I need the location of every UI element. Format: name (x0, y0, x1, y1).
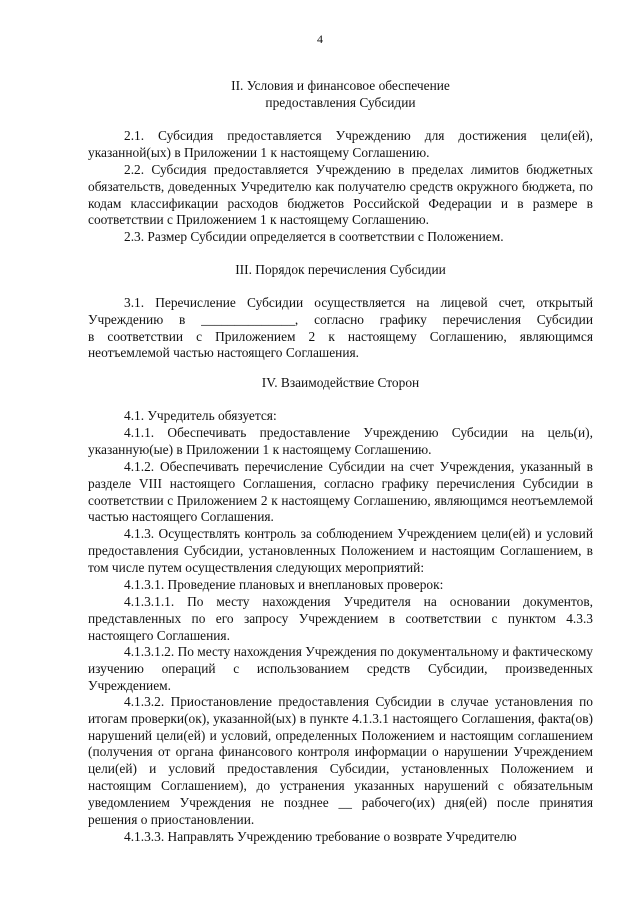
paragraph-3-1-line-4: неотъемлемой частью настоящего Соглашения. (88, 345, 360, 361)
paragraph-2-3: 2.3. Размер Субсидии определяется в соответствии с Положением. (124, 229, 504, 244)
paragraph-4-1-3-3: 4.1.3.3. Направлять Учреждению требование о возврате Учредителю (124, 829, 517, 844)
paragraph-4-1-3-1-2: 4.1.3.1.2. По месту нахождения Учреждения по документальному и фактическому изучению операций с использованием средств Субсидии, произведенных Учреждением. (88, 644, 593, 693)
section-2-heading (88, 78, 593, 112)
section-4-heading: IV. Взаимодействие Сторон (261, 375, 420, 390)
paragraph-3-1 (88, 295, 593, 362)
paragraph-4-1-3-1-1: 4.1.3.1.1. По месту нахождения Учредителя на основании документов, представленных по его запросу Учреждением в соответствии с пунктом 4.3.3 настоящего Соглашения. (88, 594, 593, 643)
paragraph-4-1-3: 4.1.3. Осуществлять контроль за соблюдением Учреждением цели(ей) и условий предоставления Субсидии, установленных Положением и настоящим Соглашением, в том числе путем осуществления следующих мероприятий: (88, 526, 593, 575)
paragraph-2-1: 2.1. Субсидия предоставляется Учреждению для достижения цели(ей), указанной(ых) в Приложении 1 к настоящему Соглашению. (88, 128, 593, 160)
paragraph-4-1-1: 4.1.1. Обеспечивать предоставление Учреждению Субсидии на цель(и), указанную(ые) в Приложении 1 к настоящему Соглашению. (88, 425, 593, 457)
paragraph-2-2: 2.2. Субсидия предоставляется Учреждению в пределах лимитов бюджетных обязательств, доведенных Учредителю как получателю средств окружного бюджета, по кодам классификации расходов бюджетов Российской Федерации и в размере в соответствии с Приложением 1 к настоящему Соглашению. (88, 162, 593, 228)
paragraph-3-1-line-1: 3.1. Перечисление Субсидии осуществляется на лицевой счет, открытый (124, 295, 593, 310)
page-number: 4 (317, 32, 323, 46)
paragraph-3-1-line-3: в соответствии с Приложением 2 к настоящему Соглашению, являющимся (88, 328, 593, 344)
section-2-heading-line-1: II. Условия и финансовое обеспечение (231, 78, 450, 93)
section-3-heading: III. Порядок перечисления Субсидии (235, 262, 446, 277)
paragraph-4-1-3-2: 4.1.3.2. Приостановление предоставления Субсидии в случае установления по итогам проверки(ок), указанной(ых) в пункте 4.1.3.1 настоящего Соглашения, факта(ов) нарушений цели(ей) и условий, определенных Положением и настоящим соглашением (получения от органа финансового контроля информации о нарушении Учреждением цели(ей) и условий предоставления Субсидии, установленных Положением и настоящим Соглашением), до устранения указанных нарушений с обязательным уведомлением Учреждения не позднее __ рабочего(их) дня(ей) после принятия решения о приостановлении. (88, 694, 593, 827)
paragraph-3-1-line-2: Учреждению в ______________, согласно графику перечисления Субсидии (88, 311, 593, 327)
paragraph-4-1-3-1: 4.1.3.1. Проведение плановых и внеплановых проверок: (124, 577, 444, 592)
paragraph-4-1-2: 4.1.2. Обеспечивать перечисление Субсидии на счет Учреждения, указанный в разделе VIII настоящего Соглашения, согласно графику перечисления Субсидии в соответствии с Приложением 2 к настоящему Соглашению, являющимся неотъемлемой частью настоящего Соглашения. (88, 459, 593, 525)
section-2-heading-line-2: предоставления Субсидии (265, 94, 416, 110)
paragraph-4-1: 4.1. Учредитель обязуется: (124, 408, 277, 423)
